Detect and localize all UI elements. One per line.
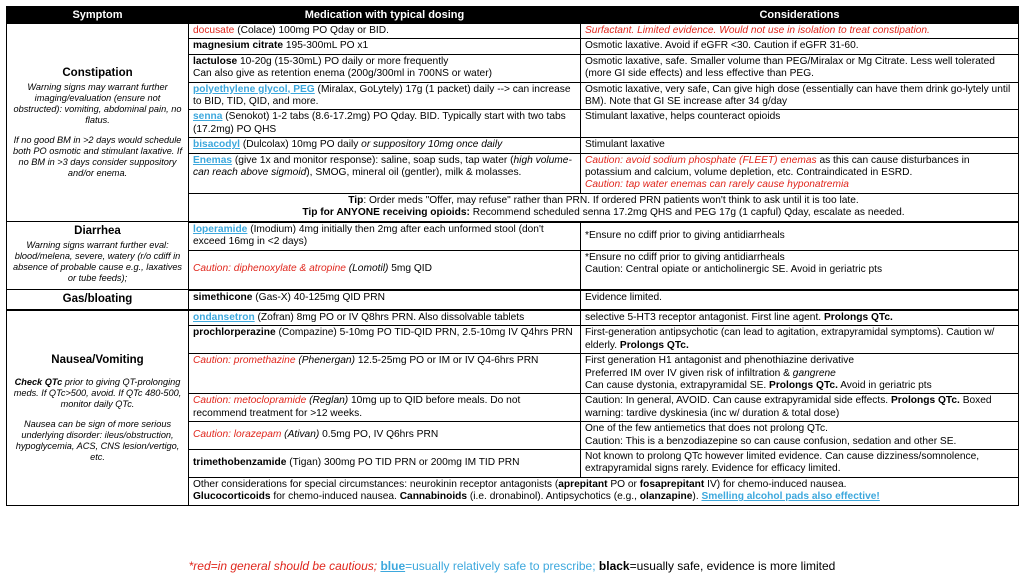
drug-name: Caution: metoclopramide [193, 395, 307, 407]
drug-name: Caution: diphenoxylate & atropine [193, 263, 346, 275]
symptom-note-wrap [10, 377, 185, 410]
considerations-cell [581, 394, 1019, 422]
symptom-title: Diarrhea [74, 225, 121, 238]
symptom-nausea [7, 310, 189, 505]
symptom-note: Warning signs may warrant further imaging/evaluation (ensure not obstructed): vomiting, abdominal pain, no flatus. [13, 82, 182, 126]
other-text: ). [692, 491, 702, 503]
drug-name: trimethobenzamide [193, 457, 287, 469]
drug-name: prochlorperazine [193, 327, 276, 339]
considerations-cell [581, 310, 1019, 326]
dosing-text: or suppository 10mg once daily [361, 139, 503, 151]
considerations-text: First-generation antipsychotic (can lead to agitation, extrapyramidal symptoms). Caution w/ elderly. [585, 327, 995, 351]
tip-label: Tip [348, 194, 364, 206]
symptom-note: Nausea can be sign of more serious underlying disorder: ileus/obstruction, hypoglycemia, ACS, CNS lesion/vertigo, etc. [15, 418, 180, 462]
dosing-text: (Senokot) 1-2 tabs (8.6-17.2mg) PO Qday. BID. Typically start with two tabs (17.2mg) PO QHS [193, 111, 566, 135]
medication-cell [189, 54, 581, 82]
dosing-text: (Reglan) [306, 395, 349, 407]
symptom-note: prior to giving QT-prolonging meds. If QTc>500, avoid. If QTc 480-500, monitor daily QTc. [13, 376, 182, 409]
considerations-cell: Not known to prolong QTc however limited evidence. Can cause dizziness/somnolence, extrapyramidal signs rarely. Evidence for efficacy limited. [581, 450, 1019, 478]
drug-name: docusate [193, 25, 235, 36]
legend-blue-text: =usually relatively safe to prescribe; [405, 559, 596, 573]
drug-name: ondansetron [193, 312, 255, 323]
dosing-text: 10mg up to QID before meals. Do not recommend treatment for >12 weeks. [193, 395, 521, 419]
dosing-text: 12.5-25mg PO or IM or IV Q4-6hrs PRN [354, 355, 539, 367]
caution-text: Caution: tap water enemas can rarely cause hyponatremia [585, 179, 849, 191]
tips-cell [189, 193, 1019, 221]
drug-name: senna [193, 111, 223, 123]
dosing-text: (Dulcolax) 10mg PO daily [240, 139, 362, 151]
other-drug: fosaprepitant [639, 478, 705, 490]
dosing-text: (give 1x and monitor response): saline, soap suds, tap water ( [232, 154, 514, 166]
considerations-cell [581, 250, 1019, 290]
other-text: IV) for chemo-induced nausea. [704, 478, 847, 490]
dosing-text: (Tigan) 300mg PO TID PRN or 200mg IM TID PRN [286, 457, 520, 469]
dosing-text: (Colace) 100mg PO Qday or BID. [234, 25, 389, 36]
considerations-cell: Osmotic laxative. Avoid if eGFR <30. Caution if eGFR 31-60. [581, 39, 1019, 54]
other-tip: Smelling alcohol pads also effective! [701, 491, 880, 503]
medication-cell [189, 24, 581, 39]
dosing-text: 0.5mg PO, IV Q6hrs PRN [319, 429, 439, 441]
symptom-title: Constipation [62, 67, 133, 80]
medication-cell [189, 326, 581, 354]
medication-table [6, 6, 1019, 506]
considerations-text: Caution: Central opiate or anticholinergic SE. Avoid in geriatric pts [585, 263, 883, 275]
other-drug: Glucocorticoids [193, 491, 271, 503]
drug-name: Enemas [193, 154, 233, 166]
color-legend [0, 559, 1024, 573]
header-row [7, 7, 1019, 24]
considerations-text: selective 5-HT3 receptor antagonist. First line agent. [585, 312, 824, 323]
other-drug: olanzapine [639, 491, 693, 503]
drug-name: Caution: lorazepam [193, 429, 282, 441]
dosing-text: Can also give as retention enema (200g/300ml in 700NS or water) [193, 68, 492, 80]
qtc-warning: Prolongs QTc. [823, 312, 893, 323]
considerations-text: as this can cause disturbances in potassium and calcium, volume depletion, etc. Contraindicated in ESRD. [585, 154, 970, 179]
legend-blue [380, 559, 595, 573]
medication-cell [189, 310, 581, 326]
header-medication: Medication with typical dosing [189, 7, 581, 24]
considerations-text: First generation H1 antagonist and phenothiazine derivative [585, 355, 855, 367]
medication-cell [189, 222, 581, 250]
symptom-note-bold: Check QTc [14, 376, 63, 387]
considerations-cell: Stimulant laxative [581, 138, 1019, 153]
other-considerations-cell [189, 477, 1019, 505]
other-text: Other considerations for special circumstances: neurokinin receptor antagonists ( [193, 478, 559, 490]
symptom-title: Gas/bloating [62, 293, 133, 305]
symptom-gas [7, 290, 189, 311]
table-row [7, 290, 1019, 311]
drug-name: simethicone [193, 291, 253, 303]
dosing-text: (Phenergan) [295, 355, 355, 367]
table-row [7, 24, 1019, 39]
considerations-cell: Osmotic laxative, safe. Smaller volume than PEG/Miralax or Mg Citrate. Less well tolerated (more GI side effects) and less effective than PEG. [581, 54, 1019, 82]
other-drug: aprepitant [558, 478, 608, 490]
medication-cell [189, 138, 581, 153]
dosing-text: (Zofran) 8mg PO or IV Q8hrs PRN. Also dissolvable tablets [254, 312, 525, 323]
dosing-text: high volume-can reach above sigmoid [193, 154, 572, 179]
medication-cell [189, 82, 581, 110]
other-text: (i.e. dronabinol). Antipsychotics (e.g., [467, 491, 640, 503]
legend-red: *red=in general should be cautious; [188, 559, 378, 573]
qtc-warning: Prolongs QTc. [619, 339, 689, 351]
tip-text: : Order meds "Offer, may refuse" rather than PRN. If ordered PRN patients won't think to ask until it is too late. [363, 194, 859, 206]
considerations-cell [581, 354, 1019, 394]
considerations-cell: Surfactant. Limited evidence. Would not use in isolation to treat constipation. [581, 24, 1019, 39]
symptom-title: Nausea/Vomiting [51, 353, 144, 366]
other-drug: Cannabinoids [399, 491, 468, 503]
drug-name: magnesium citrate [193, 40, 284, 52]
qtc-warning: Prolongs QTc. [890, 395, 960, 407]
medication-cell [189, 110, 581, 138]
header-considerations: Considerations [581, 7, 1019, 24]
other-text: for chemo-induced nausea. [270, 491, 400, 503]
dosing-text: (Imodium) 4mg initially then 2mg after each unformed stool (don't exceed 16mg in <2 days) [193, 223, 544, 248]
dosing-text: 10-20g (15-30mL) PO daily or more frequently [237, 55, 449, 67]
considerations-cell [581, 422, 1019, 450]
medication-cell [189, 394, 581, 422]
tip-text: Recommend scheduled senna 17.2mg QHS and PEG 17g (1 capful) Qday, escalate as needed. [469, 207, 905, 219]
drug-name: loperamide [193, 223, 248, 235]
considerations-text: Caution: In general, AVOID. Can cause extrapyramidal side effects. [585, 395, 891, 407]
drug-name: Caution: promethazine [193, 355, 296, 367]
symptom-note: If no good BM in >2 days would schedule both PO osmotic and stimulant laxative. If no BM in >3 days consider suppository and/or enema. [12, 135, 183, 179]
drug-name: polyethylene glycol, PEG [193, 83, 315, 95]
table-row [7, 222, 1019, 250]
considerations-cell: *Ensure no cdiff prior to giving antidiarrheals [581, 222, 1019, 250]
drug-name: lactulose [193, 55, 238, 67]
considerations-text: Preferred IM over IV given risk of infiltration & [585, 367, 793, 379]
medication-table-container [6, 6, 1018, 506]
considerations-cell [581, 153, 1019, 193]
legend-blue-label: blue [380, 559, 406, 573]
medication-cell [189, 450, 581, 478]
considerations-text: Caution: This is a benzodiazepine so can cause confusion, sedation and other SE. [585, 435, 957, 447]
dosing-text: (Compazine) 5-10mg PO TID-QID PRN, 2.5-10mg IV Q4hrs PRN [275, 327, 573, 339]
considerations-text: gangrene [792, 367, 836, 379]
dosing-text: 5mg QID [388, 263, 432, 275]
table-row [7, 310, 1019, 326]
dosing-text: (Ativan) [281, 429, 320, 441]
medication-cell [189, 153, 581, 193]
considerations-text: Boxed warning: tardive dyskinesia (inc w/ duration & total dose) [585, 395, 992, 419]
medication-cell [189, 354, 581, 394]
considerations-text: One of the few antiemetics that does not prolong QTc. [585, 423, 828, 435]
considerations-cell [581, 326, 1019, 354]
dosing-text: (Gas-X) 40-125mg QID PRN [252, 291, 385, 303]
qtc-warning: Prolongs QTc. [769, 380, 838, 392]
medication-cell [189, 250, 581, 290]
considerations-text: Can cause dystonia, extrapyramidal SE. [585, 380, 770, 392]
symptom-diarrhea [7, 222, 189, 290]
considerations-cell: Osmotic laxative, very safe, Can give high dose (essentially can have them drink go-lytely until BM). Note that GI SE increase after 34 g/day [581, 82, 1019, 110]
considerations-text: Avoid in geriatric pts [837, 380, 932, 392]
medication-cell [189, 422, 581, 450]
header-symptom: Symptom [7, 7, 189, 24]
symptom-note: Warning signs warrant further eval: blood/melena, severe, watery (r/o cdiff in absence of probable cause e.g., laxatives or tube feeds); [12, 240, 183, 284]
dosing-text: 195-300mL PO x1 [283, 40, 369, 52]
dosing-text: (Lomotil) [345, 263, 389, 275]
tip-label: Tip for ANYONE receiving opioids: [302, 207, 470, 219]
medication-cell [189, 290, 581, 311]
considerations-cell: Evidence limited. [581, 290, 1019, 311]
drug-name: bisacodyl [193, 139, 240, 151]
dosing-text: (Miralax, GoLytely) 17g (1 packet) daily --> can increase to BID, TID, QID, and more. [193, 83, 571, 108]
legend-black-text: =usually safe, evidence is more limited [629, 559, 836, 573]
considerations-cell: Stimulant laxative, helps counteract opioids [581, 110, 1019, 138]
symptom-constipation [7, 24, 189, 222]
considerations-text: *Ensure no cdiff prior to giving antidiarrheals [585, 251, 785, 263]
other-text: PO or [607, 478, 640, 490]
legend-black-label: black [598, 559, 630, 573]
caution-text: Caution: avoid sodium phosphate (FLEET) enemas [585, 154, 817, 166]
dosing-text: ), SMOG, mineral oil (gentler), milk & molasses. [306, 167, 522, 179]
medication-cell [189, 39, 581, 54]
